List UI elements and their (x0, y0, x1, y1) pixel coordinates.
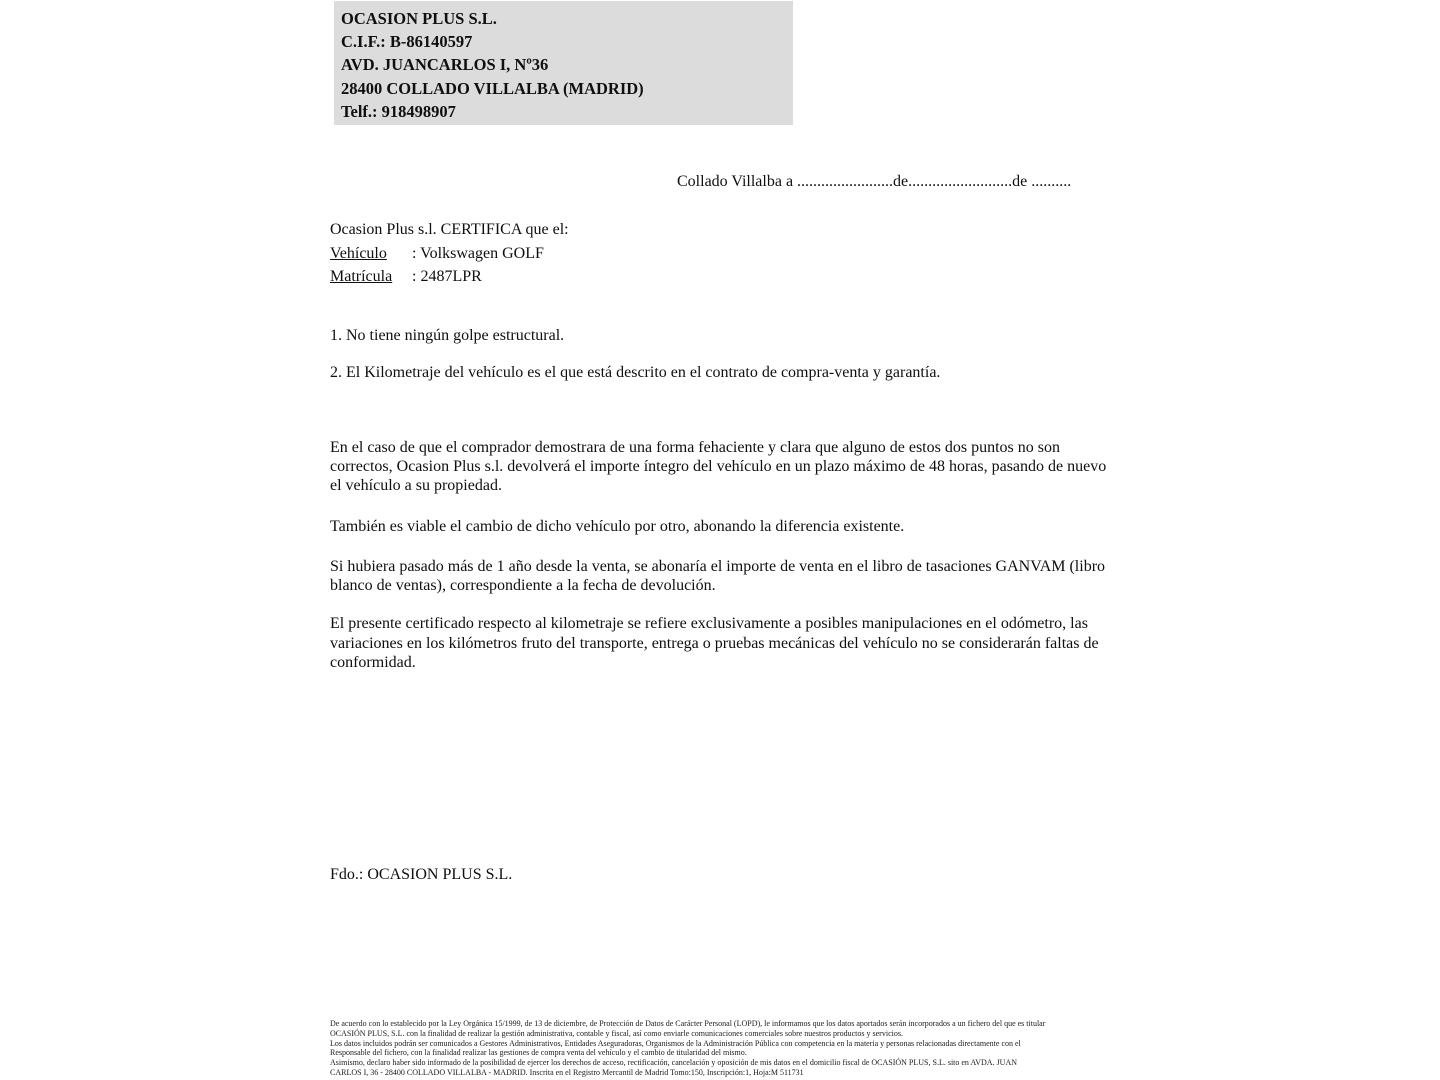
paragraph-odometer: El presente certificado respecto al kilometraje se refiere exclusivamente a posibles manipulaciones en el odómetro, las variaciones en los kilómetros fruto del transporte, entrega o pruebas mecánicas del vehículo no se considerarán faltas de conformidad. (330, 615, 1099, 672)
date-line: Collado Villalba a ........................de..........................de .......... (677, 173, 1072, 190)
certificate-document (330, 0, 1108, 884)
footer-line-1: De acuerdo con lo establecido por la Ley Orgánica 15/1999, de 13 de diciembre, de Protección de Datos de Carácter Personal (LOPD), le informamos que los datos aportados serán incorporados a un fichero del que es titular (330, 1019, 1046, 1028)
plate-field-label: Matrícula (330, 268, 393, 286)
paragraph-refund: En el caso de que el comprador demostrara de una forma fehaciente y clara que alguno de estos dos puntos no son correctos, Ocasion Plus s.l. devolverá el importe íntegro del vehículo en un plazo máximo de 48 horas, pasando de nuevo el vehículo a su propiedad. (330, 438, 1107, 495)
paragraph-exchange: También es viable el cambio de dicho vehículo por otro, abonando la diferencia existente. (330, 517, 905, 535)
condition-1: 1. No tiene ningún golpe estructural. (330, 327, 565, 345)
footer-line-4: Responsable del fichero, con la finalidad realizar las gestiones de compra venta del vehículo y el cambio de titularidad del mismo. (330, 1048, 747, 1058)
signature-line: Fdo.: OCASION PLUS S.L. (330, 866, 513, 884)
legal-footer (330, 1019, 1130, 1078)
footer-line-6: CARLOS I, 36 - 28400 COLLADO VILLALBA - MADRID. Inscrita en el Registro Mercantil de Madrid Tomo:150, Inscripción:1, Hoja:M 511731 (330, 1067, 804, 1077)
plate-field (330, 265, 1108, 289)
condition-2: 2. El Kilometraje del vehículo es el que está descrito en el contrato de compra-venta y garantía. (330, 364, 941, 382)
vehicle-field-value: : Volkswagen GOLF (412, 244, 544, 262)
footer-line-2: OCASIÓN PLUS, S.L. con la finalidad de realizar la gestión administrativa, contable y fiscal, así como enviarle comunicaciones comerciales sobre nuestros productos y servicios. (330, 1028, 903, 1038)
footer-line-3: Los datos incluidos podrán ser comunicados a Gestores Administrativos, Entidades Aseguradoras, Organismos de la Administración Pública con competencia en la materia y personas relacionadas directamente con el (330, 1038, 1021, 1048)
company-city: 28400 COLLADO VILLALBA (MADRID) (341, 78, 644, 98)
company-address: AVD. JUANCARLOS I, Nº36 (341, 55, 549, 75)
company-name: OCASION PLUS S.L. (341, 9, 497, 28)
vehicle-field (330, 242, 1108, 266)
company-phone: Telf.: 918498907 (341, 101, 456, 121)
vehicle-field-label: Vehículo (330, 244, 387, 262)
plate-field-value: : 2487LPR (412, 268, 482, 286)
paragraph-ganvam: Si hubiera pasado más de 1 año desde la venta, se abonaría el importe de venta en el libro de tasaciones GANVAM (libro blanco de ventas), correspondiente a la fecha de devolución. (330, 557, 1106, 595)
company-header-box (334, 1, 793, 125)
certification-block (330, 218, 1108, 289)
company-cif: C.I.F.: B-86140597 (341, 32, 473, 52)
certify-intro: Ocasion Plus s.l. CERTIFICA que el: (330, 221, 569, 238)
footer-line-5: Asimismo, declaro haber sido informado de la posibilidad de ejercer los derechos de acceso, rectificación, cancelación y oposición de mis datos en el domicilio fiscal de OCASIÓN PLUS, S.L. sito en AVDA. JUAN (330, 1058, 1018, 1068)
